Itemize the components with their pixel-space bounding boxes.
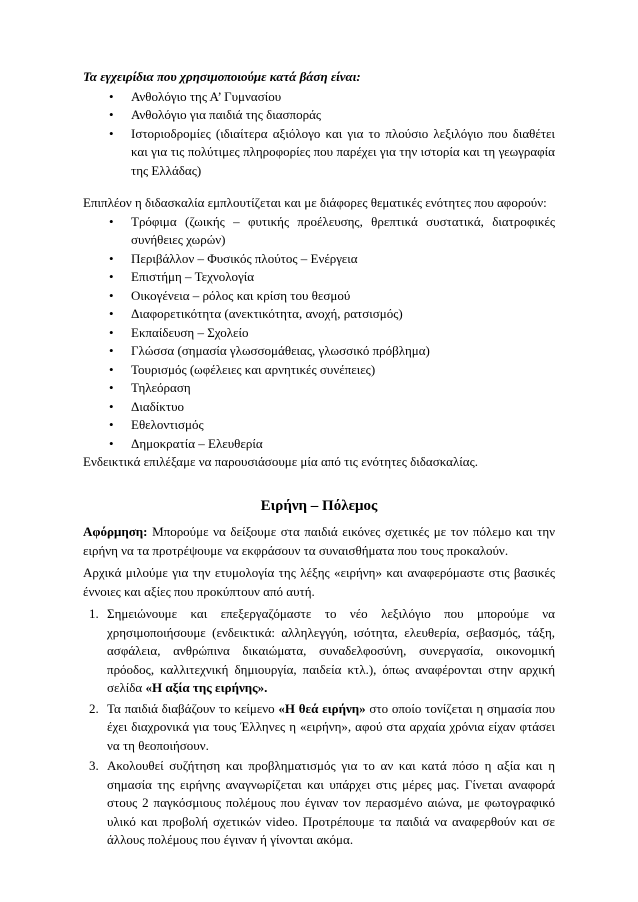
etymology-paragraph: Αρχικά μιλούμε για την ετυμολογία της λέξης «ειρήνη» και αναφερόμαστε στις βασικές έννοιες και αξίες που προκύπτουν από αυτή.: [83, 565, 555, 599]
theme-item: • Διαδίκτυο: [131, 398, 555, 417]
theme-item: • Οικογένεια – ρόλος και κρίση του θεσμού: [131, 287, 555, 306]
step-bold-text: «Η αξία της ειρήνης».: [145, 680, 268, 695]
textbook-item: • Ανθολόγιο της Α’ Γυμνασίου: [131, 88, 555, 107]
step-text: Σημειώνουμε και επεξεργαζόμαστε το νέο λεξιλόγιο που μπορούμε να χρησιμοποιήσουμε (ενδεικτικά: αλληλεγγύη, ισότητα, ελευθερία, σεβασμός, τάξη, ασφάλεια, ανθρώπινα δικαιώματα, συναδελφοσύνη, συνεργασία, οικονομική πρόοδος, καλλιτεχνική δημιουργία, παιδεία κτλ.), όπως αναφέρονται στην αρχική σελίδα: [107, 606, 555, 695]
step-number: 2.: [89, 700, 99, 716]
step-item: [89, 757, 555, 850]
theme-item: • Δημοκρατία – Ελευθερία: [131, 435, 555, 454]
step-text: Ακολουθεί συζήτηση και προβληματισμός για το αν και κατά πόσο η αξία και η σημασία της ειρήνης αναγνωρίζεται και υπάρχει στις μέρες μας. Γίνεται αναφορά στους 2 παγκόσμιους πολέμους που έγιναν τον περασμένο αιώνα, με φωτογραφικό υλικό και προβολή σχετικών video. Προτρέπουμε τα παιδιά να αναφερθούν και σε άλλους πολέμους που έγιναν ή γίνονται ακόμα.: [107, 758, 555, 847]
steps-list: [83, 605, 555, 850]
step-text: Τα παιδιά διαβάζουν το κείμενο: [107, 700, 279, 716]
section-title: Ειρήνη – Πόλεμος: [260, 497, 378, 514]
aformisi-paragraph: [83, 523, 555, 560]
themes-list: [83, 213, 555, 454]
theme-item: • Επιστήμη – Τεχνολογία: [131, 268, 555, 287]
aformisi-text: Μπορούμε να δείξουμε στα παιδιά εικόνες σχετικές με τον πόλεμο και την ειρήνη να τα προτρέψουμε να εκφράσουν τα συναισθήματα που τους προκαλούν.: [83, 524, 555, 558]
theme-item: • Διαφορετικότητα (ανεκτικότητα, ανοχή, ρατσισμός): [131, 305, 555, 324]
textbooks-heading: Τα εγχειρίδια που χρησιμοποιούμε κατά βάση είναι:: [83, 69, 361, 84]
step-text-tail: στο οποίο τονίζεται η σημασία που έχει διαχρονικά για τους Έλληνες η «ειρήνη», αφού στα αρχαία χρόνια είχαν φτάσει να τη θεοποιήσουν.: [107, 700, 556, 753]
theme-item: • Περιβάλλον – Φυσικός πλούτος – Ενέργεια: [131, 250, 555, 269]
step-number: 1.: [89, 606, 99, 621]
step-number: 3.: [89, 758, 99, 773]
theme-item: • Τουρισμός (ωφέλειες και αρνητικές συνέπειες): [131, 361, 555, 380]
themes-lead: Επιπλέον η διδασκαλία εμπλουτίζεται και με διάφορες θεματικές ενότητες που αφορούν:: [83, 195, 547, 210]
textbook-item: • Ανθολόγιο για παιδιά της διασποράς: [131, 106, 555, 125]
theme-item: • Τηλεόραση: [131, 379, 555, 398]
step-item: [89, 700, 556, 756]
step-bold-text: «Η θεά ειρήνη»: [278, 700, 366, 716]
step-item: [89, 605, 555, 698]
aformisi-label: Αφόρμηση:: [83, 524, 148, 539]
textbooks-list: [83, 88, 555, 181]
theme-item: • Τρόφιμα (ζωικής – φυτικής προέλευσης, θρεπτικά συστατικά, διατροφικές συνήθειες χωρών): [131, 213, 555, 250]
theme-item: • Εκπαίδευση – Σχολείο: [131, 324, 555, 343]
textbook-item: • Ιστοριοδρομίες (ιδιαίτερα αξιόλογο και για το πλούσιο λεξιλόγιο που διαθέτει και για τις πολύτιμες πληροφορίες που παρέχει για την ιστορία και τη γεωγραφία της Ελλάδας): [131, 125, 555, 181]
theme-item: • Εθελοντισμός: [131, 416, 555, 435]
theme-item: • Γλώσσα (σημασία γλωσσομάθειας, γλωσσικό πρόβλημα): [131, 342, 555, 361]
themes-closing: Ενδεικτικά επιλέξαμε να παρουσιάσουμε μία από τις ενότητες διδασκαλίας.: [83, 454, 478, 469]
